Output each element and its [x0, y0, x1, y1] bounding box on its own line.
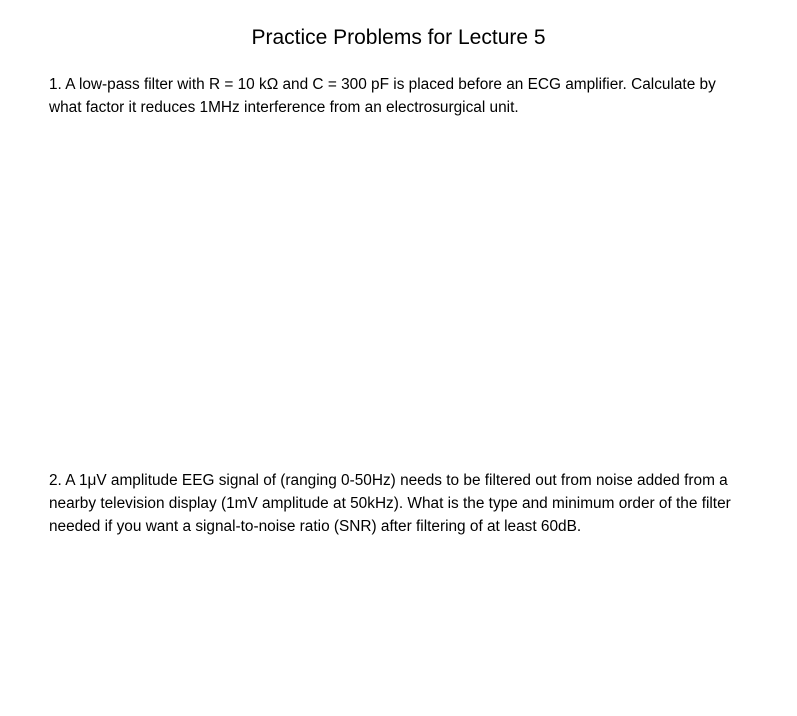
problem-2-text: 2. A 1μV amplitude EEG signal of (ranging 0-50Hz) needs to be filtered out from noise added from a nearby television display (1mV amplitude at 50kHz). What is the type and minimum order of the filter needed if you want a signal-to-noise ratio (SNR) after filtering of at least 60dB. — [49, 472, 731, 535]
page-title: Practice Problems for Lecture 5 — [251, 26, 546, 49]
problem-1-text: 1. A low-pass filter with R = 10 kΩ and C = 300 pF is placed before an ECG amplifier. Calculate by what factor it reduces 1MHz interference from an electrosurgical unit. — [49, 76, 716, 116]
